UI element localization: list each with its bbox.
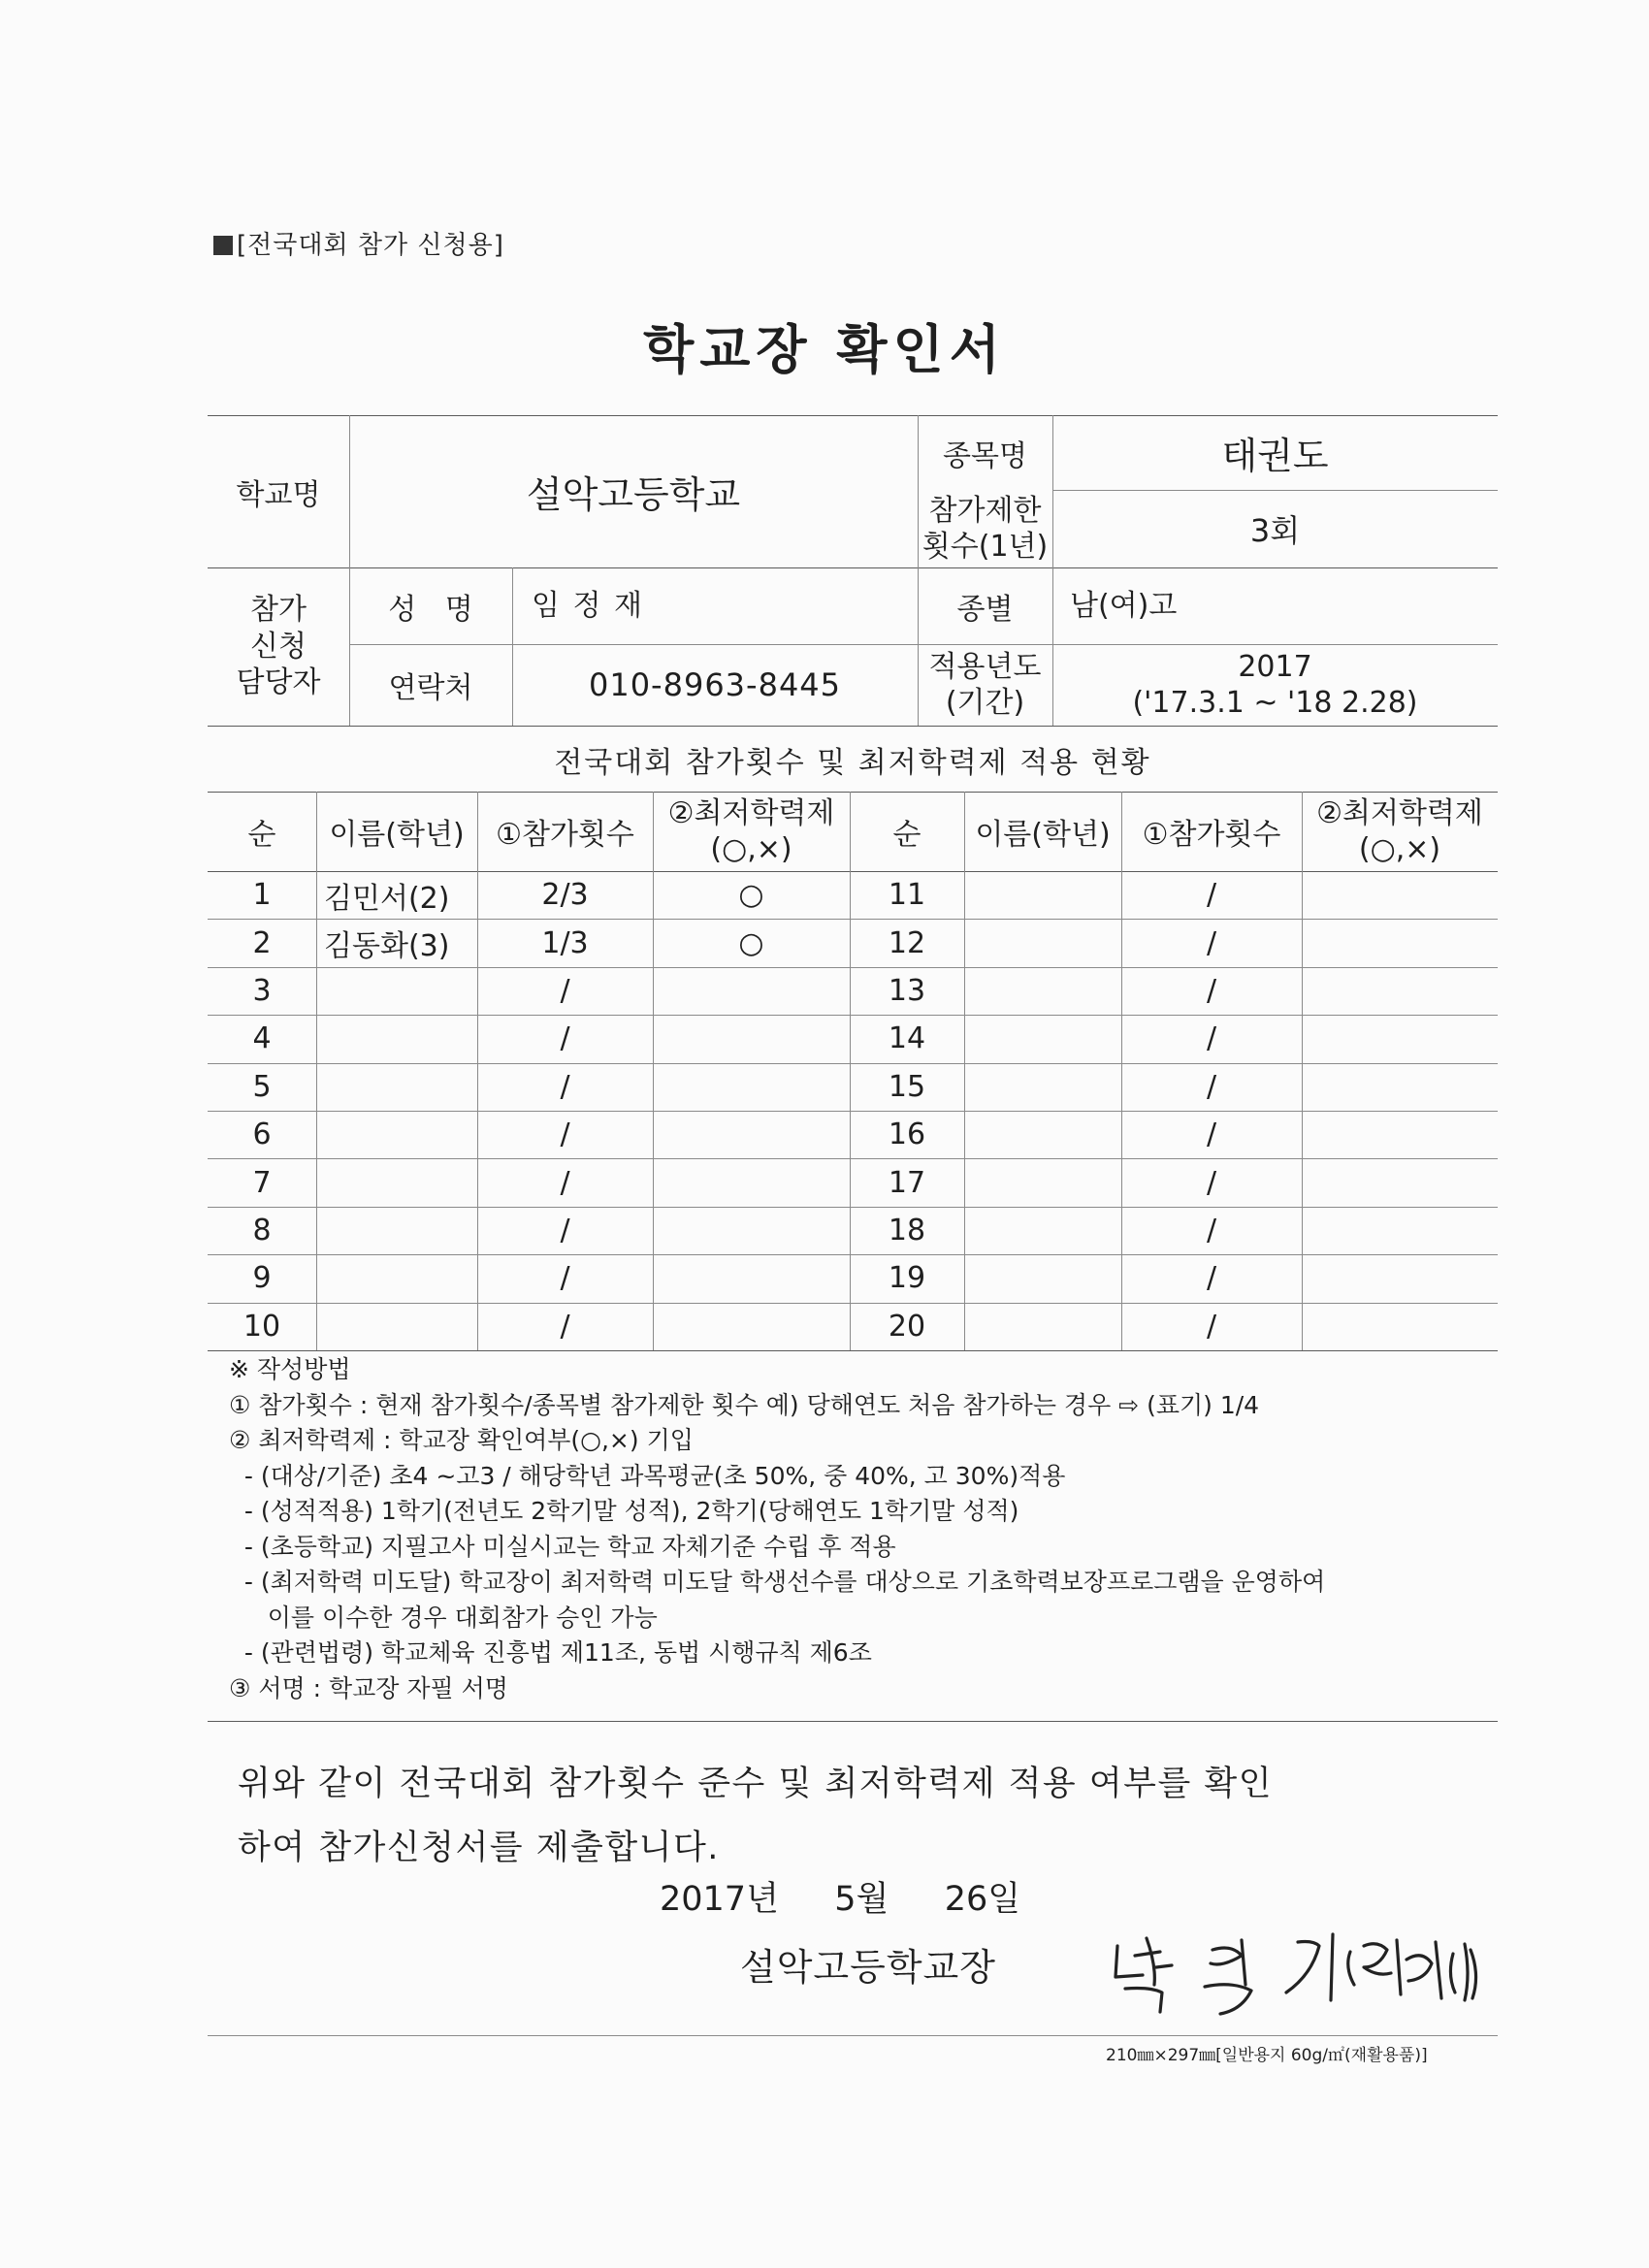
col-header-no: 순 (892, 818, 922, 852)
cell-name (316, 1063, 477, 1111)
cell-no: 15 (888, 1069, 926, 1104)
year-value-line-1: 2017 (1238, 649, 1312, 684)
cell-count: / (1206, 1309, 1217, 1344)
cell-no: 10 (242, 1309, 281, 1344)
cell-name (964, 1303, 1121, 1350)
limit-label (918, 490, 1052, 567)
cell-name (964, 1158, 1121, 1206)
applicant-label-line-3: 담당자 (236, 665, 321, 700)
name-label: 성 명 (388, 592, 473, 627)
year-label (918, 644, 1052, 726)
col-header-min-line-1: ②최저학력제 (1316, 795, 1483, 830)
statement-line-1: 위와 같이 전국대회 참가횟수 준수 및 최저학력제 적용 여부를 확인 (238, 1765, 1274, 1803)
year-value-line-2: ('17.3.1 ~ '18 2.28) (1132, 686, 1418, 720)
applicant-label (208, 567, 349, 726)
square-bullet-icon (213, 236, 233, 255)
status-table-bottom-border (208, 1350, 1498, 1351)
school-label: 학교명 (236, 477, 321, 512)
cell-count: / (1206, 878, 1217, 913)
cell-name (964, 967, 1121, 1015)
col-header-min-line-2: (○,×) (1358, 832, 1441, 866)
cell-name (964, 1015, 1121, 1062)
cell-count: / (1206, 1118, 1217, 1152)
applicant-label-line-2: 신청 (250, 629, 307, 664)
cell-name (964, 871, 1121, 919)
event-value: 태권도 (1221, 435, 1329, 477)
cell-no: 11 (888, 878, 926, 913)
cell-no: 19 (888, 1261, 926, 1296)
cell-name: 김동화(3) (324, 929, 450, 964)
name-value: 임 정 재 (532, 589, 645, 623)
cell-count: / (1206, 1021, 1217, 1056)
cell-count: / (560, 1021, 570, 1056)
cell-no: 7 (252, 1165, 272, 1200)
cell-count: / (1206, 1165, 1217, 1200)
applicant-label-line-1: 참가 (250, 593, 307, 628)
col-header-count: ①참가횟수 (1142, 818, 1281, 852)
cell-count: 2/3 (541, 878, 589, 913)
contact-label: 연락처 (388, 671, 473, 705)
cell-no: 12 (888, 925, 926, 960)
cell-no: 5 (252, 1069, 272, 1104)
note-line: - (관련법령) 학교체육 진흥법 제11조, 동법 시행규칙 제6조 (229, 1638, 872, 1667)
cell-min (653, 1254, 850, 1302)
form-type-label (213, 225, 504, 261)
cell-min (653, 967, 850, 1015)
cell-min: ○ (738, 925, 764, 960)
note-line: - (초등학교) 지필고사 미실시교는 학교 자체기준 수립 후 적용 (229, 1532, 896, 1561)
cell-name (316, 1158, 477, 1206)
cell-no: 20 (888, 1309, 926, 1344)
cell-count: / (1206, 1261, 1217, 1296)
cell-no: 4 (252, 1021, 272, 1056)
cell-no: 1 (252, 878, 272, 913)
statement-line-2: 하여 참가신청서를 제출합니다. (238, 1829, 720, 1867)
cell-no: 14 (888, 1021, 926, 1056)
cell-name (964, 1111, 1121, 1158)
col-header-min (1302, 792, 1498, 871)
handwritten-signature (1096, 1917, 1513, 2024)
note-line: ※ 작성방법 (229, 1355, 351, 1383)
note-line: ③ 서명 : 학교장 자필 서명 (229, 1673, 508, 1702)
cell-name (964, 1207, 1121, 1254)
cell-min: ○ (738, 878, 764, 913)
cell-min (653, 1063, 850, 1111)
cell-count: / (560, 1165, 570, 1200)
cell-no: 2 (252, 925, 272, 960)
footer-rule (208, 2035, 1498, 2036)
cell-min (1302, 919, 1498, 966)
cell-name (964, 1063, 1121, 1111)
cell-no: 3 (252, 973, 272, 1008)
category-value: 남(여)고 (1070, 589, 1178, 623)
year-label-line-1: 적용년도 (928, 649, 1042, 684)
cell-count: / (1206, 925, 1217, 960)
cell-name (316, 967, 477, 1015)
cell-count: / (560, 1261, 570, 1296)
cell-min (1302, 1303, 1498, 1350)
col-header-min-line-2: (○,×) (710, 832, 792, 866)
cell-count: / (1206, 1069, 1217, 1104)
cell-name (964, 1254, 1121, 1302)
event-label: 종목명 (943, 438, 1027, 473)
notes-bottom-border (208, 1721, 1498, 1722)
principal-title: 설악고등학교장 (740, 1946, 996, 1989)
note-line: - (최저학력 미도달) 학교장이 최저학력 미도달 학생선수를 대상으로 기초학력보장프로그램을 운영하여 (229, 1568, 1326, 1596)
cell-count: / (560, 1069, 570, 1104)
cell-name (316, 1111, 477, 1158)
cell-name (316, 1207, 477, 1254)
cell-min (1302, 871, 1498, 919)
col-header-name: 이름(학년) (975, 818, 1111, 852)
cell-no: 8 (252, 1213, 272, 1247)
note-line: ① 참가횟수 : 현재 참가횟수/종목별 참가제한 횟수 예) 당해연도 처음 참가하는 경우 ⇨ (표기) 1/4 (229, 1390, 1260, 1419)
cell-min (1302, 1015, 1498, 1062)
col-header-count: ①참가횟수 (496, 818, 634, 852)
cell-count: / (1206, 1213, 1217, 1247)
cell-min (1302, 1158, 1498, 1206)
note-line: ② 최저학력제 : 학교장 확인여부(○,×) 기입 (229, 1426, 694, 1454)
note-line: - (대상/기준) 초4 ~고3 / 해당학년 과목평균(초 50%, 중 40%, 고 30%)적용 (229, 1461, 1066, 1490)
cell-name: 김민서(2) (324, 881, 450, 916)
cell-no: 18 (888, 1213, 926, 1247)
cell-min (653, 1015, 850, 1062)
cell-name (316, 1303, 477, 1350)
cell-count: / (560, 1309, 570, 1344)
contact-value: 010-8963-8445 (588, 666, 842, 703)
col-header-no: 순 (247, 818, 276, 852)
school-name: 설악고등학교 (526, 473, 741, 516)
cell-no: 9 (252, 1261, 272, 1296)
year-value (1052, 644, 1498, 726)
cell-no: 13 (888, 973, 926, 1008)
cell-min (1302, 1111, 1498, 1158)
cell-no: 6 (252, 1118, 272, 1152)
cell-min (653, 1207, 850, 1254)
cell-min (1302, 1254, 1498, 1302)
category-label: 종별 (956, 592, 1014, 627)
form-type-text: [전국대회 참가 신청용] (237, 231, 504, 260)
cell-min (653, 1111, 850, 1158)
note-line: - (성적적용) 1학기(전년도 2학기말 성적), 2학기(당해연도 1학기말 성적) (229, 1497, 1019, 1525)
cell-count: / (560, 1213, 570, 1247)
cell-no: 17 (888, 1165, 926, 1200)
note-line: 이를 이수한 경우 대회참가 승인 가능 (229, 1603, 658, 1632)
col-header-min-line-1: ②최저학력제 (667, 795, 835, 830)
col-header-name: 이름(학년) (329, 818, 465, 852)
cell-min (1302, 1207, 1498, 1254)
cell-name (964, 919, 1121, 966)
cell-no: 16 (888, 1118, 926, 1152)
limit-label-line-1: 참가제한 (928, 493, 1042, 528)
year-label-line-2: (기간) (945, 686, 1025, 720)
paper-spec-footnote: 210㎜×297㎜[일반용지 60g/㎡(재활용품)] (1106, 2046, 1428, 2065)
cell-count: / (560, 973, 570, 1008)
issue-date: 2017년 5월 26일 (660, 1880, 1021, 1919)
cell-count: / (1206, 973, 1217, 1008)
cell-min (653, 1158, 850, 1206)
col-header-min (653, 792, 850, 871)
limit-value: 3회 (1249, 512, 1301, 549)
document-title: 학교장 확인서 (643, 319, 1006, 380)
cell-min (1302, 967, 1498, 1015)
cell-min (653, 1303, 850, 1350)
status-heading: 전국대회 참가횟수 및 최저학력제 적용 현황 (554, 746, 1151, 780)
writing-instructions (229, 1352, 1325, 1706)
confirmation-statement (238, 1752, 1273, 1880)
info-table-bottom-border (208, 726, 1498, 727)
cell-count: 1/3 (541, 925, 589, 960)
cell-name (316, 1015, 477, 1062)
cell-min (1302, 1063, 1498, 1111)
cell-count: / (560, 1118, 570, 1152)
cell-name (316, 1254, 477, 1302)
limit-label-line-2: 횟수(1년) (922, 530, 1049, 564)
